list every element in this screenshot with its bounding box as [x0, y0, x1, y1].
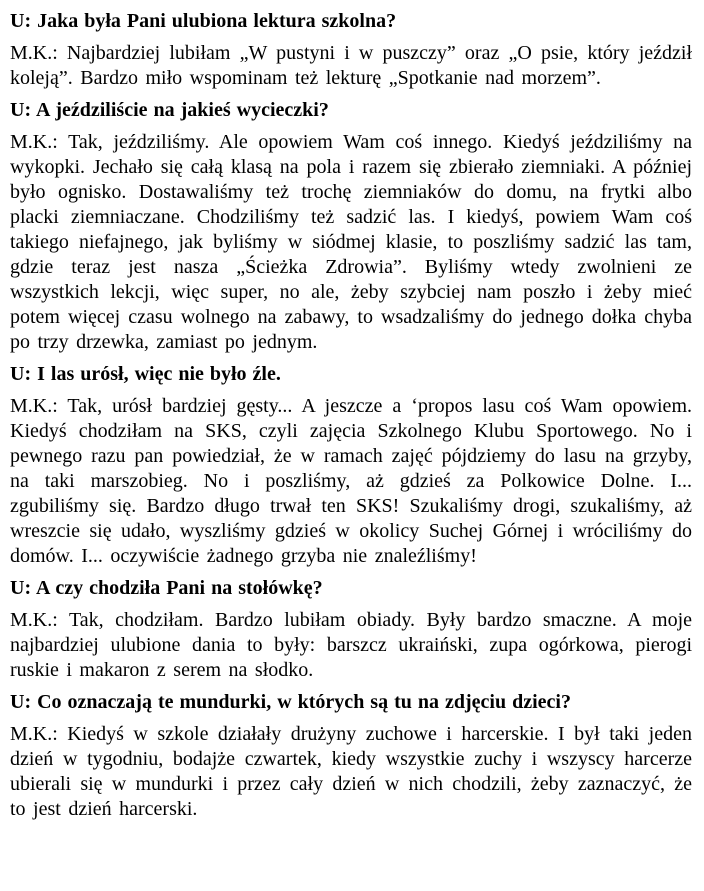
question-paragraph: U: A czy chodziła Pani na stołówkę? [10, 577, 323, 599]
question-paragraph: U: I las urósł, więc nie było źle. [10, 363, 281, 385]
answer-paragraph: M.K.: Tak, urósł bardziej gęsty... A jeszcze a ‘propos lasu coś Wam opowiem. Kiedyś chodziłam na SKS, czyli zajęcia Szkolnego Klubu Sportowego. No i pewnego razu pan powiedział, że w ramach zajęć pójdziemy do lasu na grzyby, na taki marszobieg. No i poszliśmy, aż gdzieś za Polkowice Dolne. I... zgubiliśmy się. Bardzo długo trwał ten SKS! Szukaliśmy drogi, szukaliśmy, aż wreszcie się udało, wyszliśmy gdzieś w okolicy Suchej Górnej i wróciliśmy do domów. I... oczywiście żadnego grzyba nie znaleźliśmy! [10, 395, 692, 567]
answer-paragraph: M.K.: Tak, chodziłam. Bardzo lubiłam obiady. Były bardzo smaczne. A moje najbardziej ulubione dania to były: barszcz ukraiński, zupa ogórkowa, pierogi ruskie i makaron z serem na słodko. [10, 609, 692, 681]
question-paragraph: U: A jeździliście na jakieś wycieczki? [10, 99, 329, 121]
question-paragraph: U: Jaka była Pani ulubiona lektura szkolna? [10, 10, 397, 32]
answer-paragraph: M.K.: Najbardziej lubiłam „W pustyni i w puszczy” oraz „O psie, który jeździł koleją”. Bardzo miło wspominam też lekturę „Spotkanie nad morzem”. [10, 42, 692, 89]
answer-paragraph: M.K.: Kiedyś w szkole działały drużyny zuchowe i harcerskie. I był taki jeden dzień w tygodniu, bodajże czwartek, kiedy wszystkie zuchy i wszyscy harcerze ubierali się w mundurki i przez cały dzień w nich chodzili, żeby zaznaczyć, że to jest dzień harcerski. [10, 723, 692, 820]
question-paragraph: U: Co oznaczają te mundurki, w których są tu na zdjęciu dzieci? [10, 691, 571, 713]
answer-paragraph: M.K.: Tak, jeździliśmy. Ale opowiem Wam coś innego. Kiedyś jeździliśmy na wykopki. Jechało się całą klasą na pola i razem się zbierało ziemniaki. A później było ognisko. Dostawaliśmy też trochę ziemniaków do domu, na frytki albo placki ziemniaczane. Chodziliśmy też sadzić las. I kiedyś, powiem Wam coś takiego niefajnego, jak byliśmy w siódmej klasie, to poszliśmy sadzić las tam, gdzie teraz jest nasza „Ścieżka Zdrowia”. Byliśmy wtedy zwolnieni ze wszystkich lekcji, więc super, no ale, żeby szybciej nam poszło i żeby mieć potem więcej czasu wolnego na zabawy, to wsadzaliśmy do jednego dołka chyba po trzy drzewka, zamiast po jednym. [10, 131, 692, 353]
